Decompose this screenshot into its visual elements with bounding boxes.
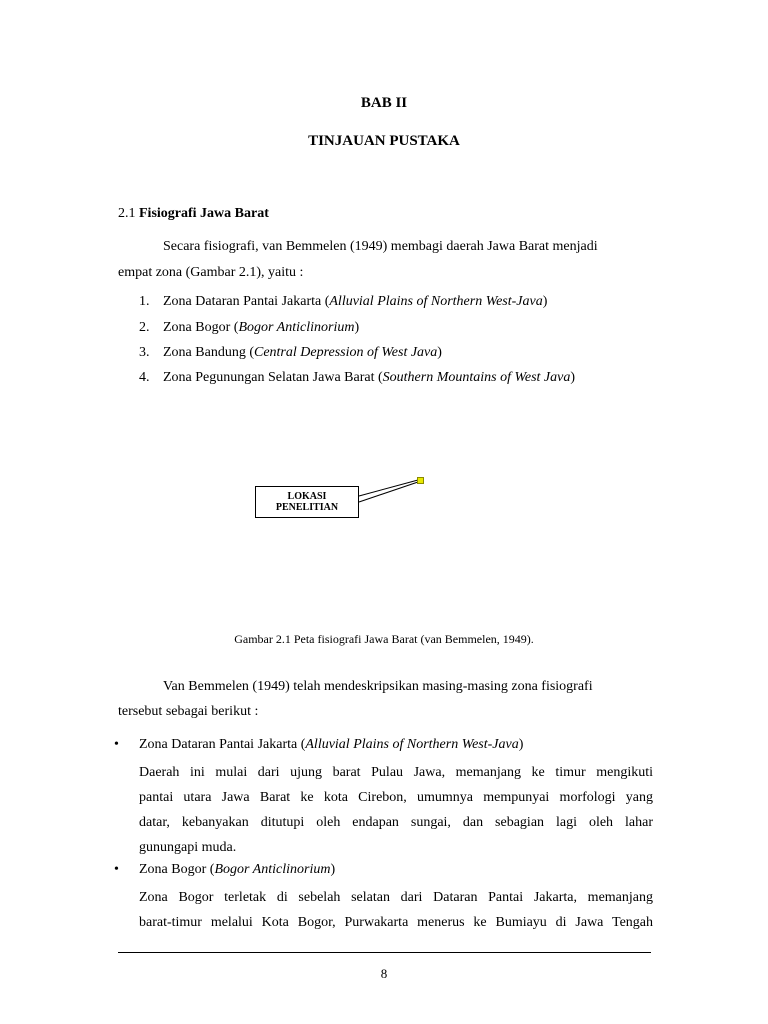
zone-name: Zona Dataran Pantai Jakarta ( [163, 294, 330, 309]
footer-rule [118, 952, 651, 953]
bullet-heading [114, 862, 336, 878]
zone-number: 2. [139, 320, 150, 335]
figure-caption: Gambar 2.1 Peta fisiografi Jawa Barat (van Bemmelen, 1949). [234, 632, 534, 646]
zone-close-paren: ) [570, 370, 576, 385]
bullet-zone-english: Bogor Anticlinorium [214, 862, 331, 877]
bullet-zone-name: Zona Bogor ( [139, 862, 215, 877]
location-marker [417, 477, 424, 484]
bullet-paragraph-line: pantai utara Jawa Barat ke kota Cirebon, umumnya mempunyai morfologi yang [139, 790, 653, 805]
zone-english-name: Alluvial Plains of Northern West-Java [329, 294, 543, 309]
bullet-heading [114, 737, 524, 753]
bullet-close-paren: ) [518, 737, 524, 752]
bullet-paragraph-line: barat-timur melalui Kota Bogor, Purwakarta menerus ke Bumiayu di Jawa Tengah [139, 915, 653, 930]
bullet-close-paren: ) [330, 862, 336, 877]
zone-number: 1. [139, 294, 150, 309]
chapter-title: TINJAUAN PUSTAKA [308, 133, 460, 149]
description-intro-line-2: tersebut sebagai berikut : [118, 704, 259, 719]
chapter-label: BAB II [360, 95, 408, 111]
section-number: 2.1 [118, 206, 136, 221]
zone-name: Zona Pegunungan Selatan Jawa Barat ( [163, 370, 383, 385]
description-intro-line-1: Van Bemmelen (1949) telah mendeskripsikan masing-masing zona fisiografi [163, 679, 593, 694]
zone-english-name: Central Depression of West Java [253, 345, 438, 360]
bullet-dot: • [114, 862, 119, 877]
bullet-zone-english: Alluvial Plains of Northern West-Java [305, 737, 519, 752]
bullet-paragraph-line: datar, kebanyakan ditutupi oleh endapan sungai, dan sebagian lagi oleh lahar [139, 815, 653, 830]
zone-number: 3. [139, 345, 150, 360]
callout-line-2: PENELITIAN [275, 502, 339, 513]
zone-name: Zona Bogor ( [163, 320, 239, 335]
section-title: Fisiografi Jawa Barat [139, 206, 269, 221]
bullet-dot: • [114, 737, 119, 752]
intro-line-1: Secara fisiografi, van Bemmelen (1949) membagi daerah Jawa Barat menjadi [163, 239, 598, 254]
bullet-paragraph-line: Daerah ini mulai dari ujung barat Pulau Jawa, memanjang ke timur mengikuti [139, 765, 653, 780]
location-callout-box [255, 486, 359, 518]
zone-name: Zona Bandung ( [163, 345, 254, 360]
bullet-paragraph-line: Zona Bogor terletak di sebelah selatan dari Dataran Pantai Jakarta, memanjang [139, 890, 653, 905]
zone-close-paren: ) [437, 345, 442, 360]
zone-number: 4. [139, 370, 150, 385]
callout-line-1: LOKASI [287, 491, 327, 502]
bullet-zone-name: Zona Dataran Pantai Jakarta ( [139, 737, 306, 752]
zone-close-paren: ) [354, 320, 360, 335]
intro-line-2: empat zona (Gambar 2.1), yaitu : [118, 265, 304, 280]
zone-close-paren: ) [542, 294, 548, 309]
bullet-paragraph-line: gunungapi muda. [139, 840, 237, 855]
zone-english-name: Bogor Anticlinorium [238, 320, 355, 335]
page-number: 8 [380, 966, 388, 981]
zone-english-name: Southern Mountains of West Java [382, 370, 571, 385]
